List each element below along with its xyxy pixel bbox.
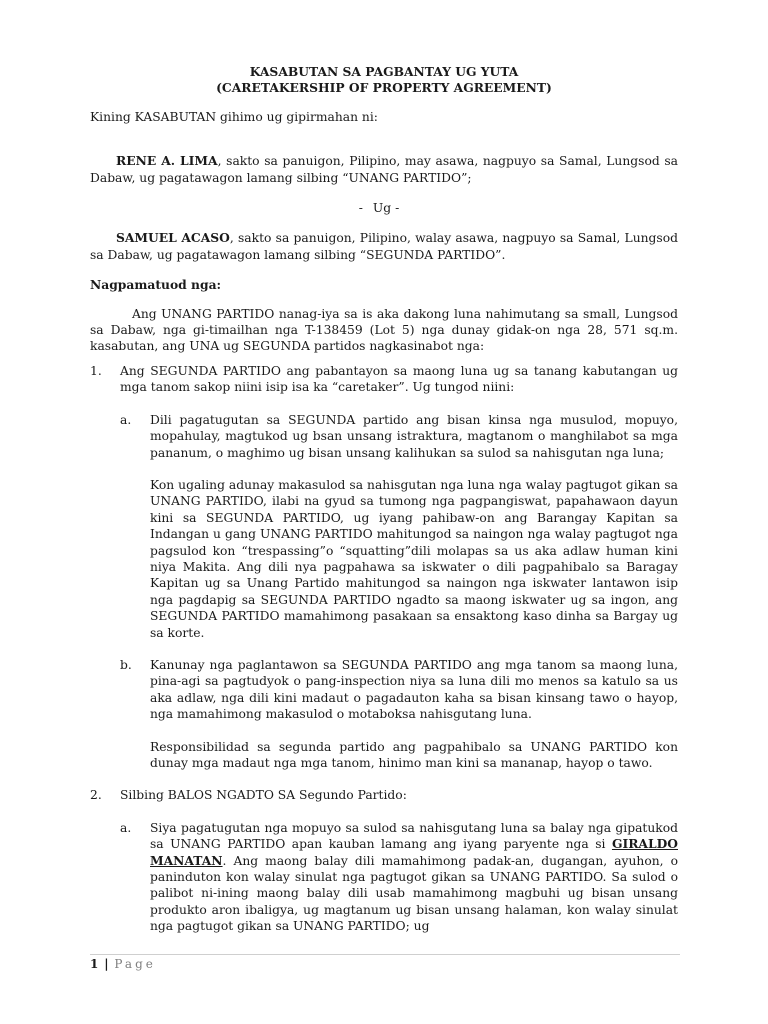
party2-text: , sakto sa panuigon, Pilipino, walay asawa, nagpuyo sa Samal, Lungsod sa Dabaw, ug pagatawagon lamang silbing “SEGUNDA PARTIDO”. xyxy=(90,231,678,262)
ug-dash: - xyxy=(358,201,363,216)
clause-2a xyxy=(120,820,678,935)
party1-name: RENE A. LIMA xyxy=(116,153,218,169)
intro-paragraph: Kining KASABUTAN gihimo ug gipirmahan ni: xyxy=(90,109,378,124)
whereas-paragraph: Ang UNANG PARTIDO nanag-iya sa is aka dakong luna nahimutang sa small, Lungsod sa Dabaw, nga gi-timailhan nga T-138459 (Lot 5) nga dunay gidak-on nga 28, 571 sq.m. kasabutan, ang UNA ug SEGUNDA partidos nagkasinabot nga: xyxy=(90,306,678,354)
clause-1b xyxy=(120,657,678,723)
document-body xyxy=(90,64,678,951)
party2-paragraph xyxy=(90,230,678,263)
document-title: KASABUTAN SA PAGBANTAY UG YUTA xyxy=(249,64,519,79)
relative-name: GIRALDO MANATAN xyxy=(150,836,678,868)
clause-1 xyxy=(90,363,678,396)
page-indicator xyxy=(90,957,156,971)
clause-1b-letter: b. xyxy=(120,657,132,672)
clause-2a-text-before: Siya pagatugutan nga mopuyo sa sulod sa nahisgutang luna sa balay nga gipatukod sa UNANG PARTIDO apan kauban lamang ang iyang paryente nga si xyxy=(150,820,678,852)
clause-1b-paragraph-2: Responsibilidad sa segunda partido ang pagpahibalo sa UNANG PARTIDO kon dunay mga madaut nga mga tanom, hinimo man kini sa mananap, hayop o tawo. xyxy=(150,739,678,770)
clause-2a-letter: a. xyxy=(120,820,132,835)
document-subtitle: (CARETAKERSHIP OF PROPERTY AGREEMENT) xyxy=(216,80,552,96)
clause-2 xyxy=(90,787,678,803)
page-word: Page xyxy=(114,957,156,971)
page-separator: | xyxy=(104,957,109,971)
party2-name: SAMUEL ACASO xyxy=(116,230,230,246)
clause-1-number: 1. xyxy=(90,363,102,378)
clause-1a-letter: a. xyxy=(120,412,132,427)
clause-2-number: 2. xyxy=(90,788,102,803)
page-number: 1 xyxy=(90,957,99,971)
clause-1a-paragraph-2: Kon ugaling adunay makasulod sa nahisgutan nga luna nga walay pagtugot gikan sa UNANG PARTIDO, ilabi na gyud sa tumong nga pagpangiswat, papahawaon dayun kini sa SEGUNDA PARTIDO, ug iyang pahibaw-on ang Barangay Kapitan sa Indangan u gang UNANG PARTIDO mahitungod sa naingon nga walay pagtugot nga pagsulod kon “trespassing”o “squatting”dili molapas sa us aka adlaw human kini niya Makita. Ang dili nya pagpahawa sa iskwater o dili pagpahibalo sa Baragay Kapitan ug sa Unang Partido mahitungod sa naingon nga iskwater lantawon isip nga pagdapig sa SEGUNDA PARTIDO ngadto sa maong iskwater ug sa ingon, ang SEGUNDA PARTIDO mamahimong pasakaan sa ensaktong kaso dinha sa Bargay ug sa korte. xyxy=(150,477,678,640)
clause-1b-text: Kanunay nga paglantawon sa SEGUNDA PARTIDO ang mga tanom sa maong luna, pina-agi sa pagtudyok o pang-inspection niya sa luna dili mo menos sa katulo sa us aka adlaw, nga dili kini madaut o pagadauton kaha sa bisan kinsang tawo o hayop, nga mamahimong makasulod o motaboksa nahisgutang luna. xyxy=(150,657,678,722)
ug-text: Ug - xyxy=(372,201,400,216)
clause-1a-text: Dili pagatugutan sa SEGUNDA partido ang bisan kinsa nga musulod, mopuyo, mopahulay, magtukod ug bsan unsang istraktura, magtanom o manghilabot sa mga pananum, o maghimo ug bisan unsang kalihukan sa sulod sa nahisgutan nga luna; xyxy=(150,412,678,460)
clause-1a xyxy=(120,412,678,461)
page-footer xyxy=(90,954,680,971)
party1-paragraph xyxy=(90,153,678,186)
clause-2a-text-after: . Ang maong balay dili mamahimong padak-an, dugangan, ayuhon, o paninduton kon walay sinulat nga pagtugot gikan sa UNANG PARTIDO. Sa sulod o palibot ni-ining maong balay dili usab mamahimong magbuhi ug bisan unsang produkto aron ibaligya, ug magtanum ug bisan unsang halaman, kon walay sinulat nga pagtugot gikan sa UNANG PARTIDO; ug xyxy=(150,853,678,934)
witness-heading: Nagpamatuod nga: xyxy=(90,277,222,293)
clause-1-text: Ang SEGUNDA PARTIDO ang pabantayon sa maong luna ug sa tanang kabutangan ug mga tanom sakop niini isip isa ka “caretaker”. Ug tungod niini: xyxy=(120,363,678,395)
ug-separator xyxy=(90,200,678,216)
clause-2-text: Silbing BALOS NGADTO SA Segundo Partido: xyxy=(120,788,407,803)
clause-2a-text xyxy=(150,820,678,935)
party1-text: , sakto sa panuigon, Pilipino, may asawa, nagpuyo sa Samal, Lungsod sa Dabaw, ug pagatawagon lamang silbing “UNANG PARTIDO”; xyxy=(90,154,679,185)
